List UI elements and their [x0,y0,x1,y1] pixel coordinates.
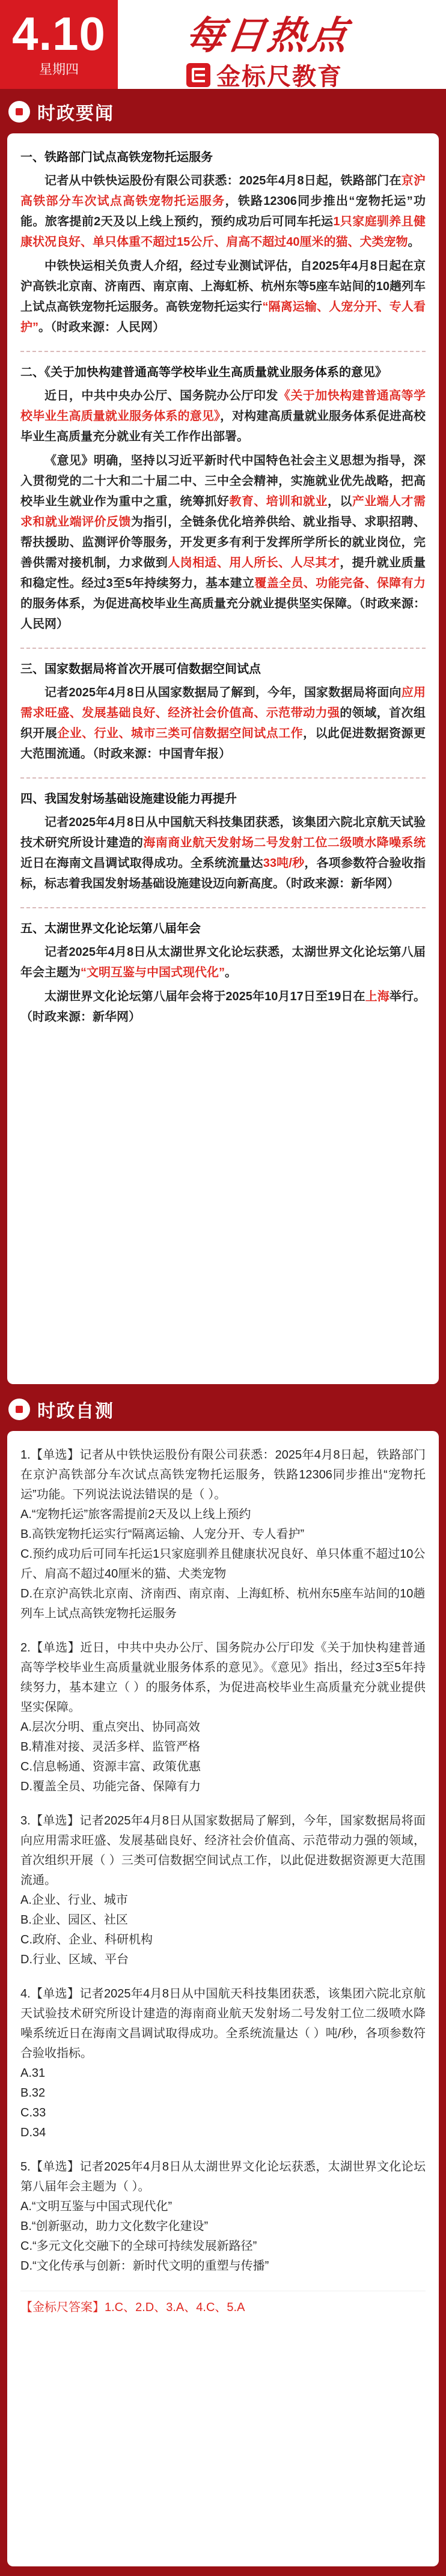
quiz-question [20,1638,426,1797]
question-option: A.企业、行业、城市 [20,1894,128,1907]
question-option: B.32 [20,2086,46,2100]
divider [20,351,426,352]
question-option: D.34 [20,2126,46,2139]
highlight-text: “隔离运输、人宠分开、专人看护” [20,300,426,334]
question-option: D.在京沪高铁北京南、济南西、南京南、上海虹桥、杭州东5座车站间的10趟列车上试点高铁宠物托运服务 [20,1587,426,1620]
quiz-section-title [0,1394,114,1425]
question-option: D.“文化传承与创新：新时代文明的重塑与传播” [20,2259,269,2273]
news-item [20,660,426,764]
body-text: 记者2025年4月8日从太湖世界文化论坛获悉，太湖世界文化论坛第八届年会主题为 [20,946,426,979]
brand-title-text: 每日热点 [182,13,353,58]
quiz-question [20,1984,426,2143]
question-stem: 2.【单选】近日，中共中央办公厅、国务院办公厅印发《关于加快构建普通高等学校毕业生高质量就业服务体系的意见》。《意见》指出，经过3至5年持续努力，基本建立（ ）的服务体系，为促进高校毕业生高质量充分就业提供坚实保障。 [20,1641,426,1714]
highlight-text: 应用需求旺盛、发展基础良好、经济社会价值高、示范带动力强 [20,686,426,720]
news-card [7,133,439,1384]
body-text: 太湖世界文化论坛第八届年会将于2025年10月17日至19日在 [44,990,365,1003]
news-item [20,148,426,338]
divider [20,648,426,649]
divider [20,907,426,908]
body-text: 。（时政来源：人民网） [38,321,165,334]
logo-icon [186,63,210,87]
question-stem: 4.【单选】记者2025年4月8日从中国航天科技集团获悉，该集团六院北京航天试验技术研究所设计建造的海南商业航天发射场二号发射工位二级喷水降噪系统近日在海南文昌调试取得成功。全系统流量达（ ）吨/秒，各项参数符合验收指标。 [20,1987,426,2060]
news-item [20,919,426,1027]
body-text: 举行。（时政来源：新华网） [20,990,426,1024]
body-text: 记者从中铁快运股份有限公司获悉：2025年4月8日起，铁路部门在 [44,174,402,187]
question-option: B.精准对接、灵活多样、监管严格 [20,1740,200,1754]
body-text: ，各项参数符合验收指标，标志着我国发射场基础设施建设迈向新高度。（时政来源：新华网） [20,857,426,890]
body-text: ，对构建高质量就业服务体系促进高校毕业生高质量充分就业有关工作作出部署。 [20,410,426,443]
section-bullet-icon [8,1399,30,1420]
question-stem: 5.【单选】记者2025年4月8日从太湖世界文化论坛获悉，太湖世界文化论坛第八届年会主题为（ ）。 [20,2160,426,2193]
highlight-text: 1只家庭驯养且健康状况良好、单只体重不超过15公斤、肩高不超过40厘米的猫、犬类宠物 [20,215,426,249]
body-text: 记者2025年4月8日从国家数据局了解到，今年，国家数据局将面向 [44,686,402,699]
highlight-text: “文明互鉴与中国式现代化” [81,966,225,979]
weekday-text: 星期四 [38,62,79,77]
highlight-text: 京沪高铁部分车次试点高铁宠物托运服务 [20,174,426,208]
news-paragraph [20,451,426,634]
question-option: A.31 [20,2067,46,2080]
question-option: D.行业、区域、平台 [20,1953,129,1966]
brand-logo [186,58,343,92]
question-option: C.信息畅通、资源丰富、政策优惠 [20,1760,201,1773]
highlight-text: 人岗相适、用人所长、人尽其才 [168,556,340,570]
news-item-title: 三、国家数据局将首次开展可信数据空间试点 [20,663,261,676]
question-option: A.“宠物托运”旅客需提前2天及以上线上预约 [20,1508,251,1521]
quiz-question [20,1811,426,1970]
body-text: 。 [408,235,420,249]
question-stem: 1.【单选】记者从中铁快运股份有限公司获悉：2025年4月8日起，铁路部门在京沪高铁部分车次试点高铁宠物托运服务，铁路12306同步推出“宠物托运”功能。下列说法说法错误的是（ ）。 [20,1448,426,1501]
highlight-text: 教育、培训和就业 [229,495,328,508]
quiz-section-label: 时政自测 [37,1402,114,1421]
highlight-text: 33吨/秒 [263,857,305,870]
quiz-question [20,1445,426,1624]
body-text: 近日，中共中央办公厅、国务院办公厅印发 [44,389,278,402]
news-paragraph [20,812,426,894]
body-text: 《意见》明确，坚持以习近平新时代中国特色社会主义思想为指导，深入贯彻党的二十大和二十届二中、三中全会精神，实施就业优先战略，把高校毕业生就业作为重中之重，统筹抓好 [20,454,426,508]
news-paragraph [20,171,426,252]
question-option: A.层次分明、重点突出、协同高效 [20,1721,200,1734]
divider [20,777,426,779]
question-option: C.政府、企业、科研机构 [20,1933,153,1946]
body-text: ，以此促进数据资源更大范围流通。（时政来源：中国青年报） [20,727,426,761]
highlight-text: 上海 [365,990,389,1003]
question-stem: 3.【单选】记者2025年4月8日从国家数据局了解到，今年，国家数据局将面向应用需求旺盛、发展基础良好、经济社会价值高、示范带动力强的领域，首次组织开展（ ）三类可信数据空间试点工作，以此促进数据资源更大范围流通。 [20,1814,426,1887]
question-option: A.“文明互鉴与中国式现代化” [20,2200,173,2213]
question-option: D.覆盖全员、功能完备、保障有力 [20,1780,201,1793]
question-option: C.33 [20,2106,46,2119]
brand-name: 金标尺教育 [216,64,343,90]
quiz-question [20,2157,426,2276]
news-item-title: 二、《关于加快构建普通高等学校毕业生高质量就业服务体系的意见》 [20,366,387,379]
highlight-text: 产业端人才需求和就业端评价反馈 [20,495,426,529]
question-option: B.企业、园区、社区 [20,1913,128,1927]
body-text: 记者2025年4月8日从中国航天科技集团获悉，该集团六院北京航天试验技术研究所设计建造的 [20,816,426,849]
news-paragraph [20,942,426,983]
body-text: ，铁路12306同步推出“宠物托运”功能。旅客提前2天及以上线上预约，预约成功后可同车托运 [20,195,426,228]
date-badge [0,0,118,89]
body-text: 近日在海南文昌调试取得成功。全系统流量达 [20,857,263,870]
answer-key: 【金标尺答案】1.C、2.D、3.A、4.C、5.A [20,2291,426,2316]
section-bullet-icon [8,101,30,123]
news-section-label: 时政要闻 [37,104,114,124]
question-option: B.“创新驱动，助力文化数字化建设” [20,2220,209,2233]
quiz-list [20,1445,426,2276]
brand-title [182,5,353,60]
news-paragraph [20,986,426,1027]
header [0,0,446,89]
highlight-text: 海南商业航天发射场二号发射工位二级喷水降噪系统 [143,836,426,849]
news-paragraph [20,256,426,338]
body-text: 。 [225,966,237,979]
news-paragraph [20,386,426,447]
news-item [20,789,426,894]
news-item-title: 一、铁路部门试点高铁宠物托运服务 [20,151,213,164]
highlight-text: 覆盖全员、功能完备、保障有力 [254,577,426,590]
question-option: C.“多元文化交融下的全球可持续发展新路径” [20,2240,257,2253]
news-section-title [0,96,114,127]
body-text: 的服务体系，为促进高校毕业生高质量充分就业提供坚实保障。（时政来源：人民网） [20,597,426,631]
body-text: 的领域，首次组织开展 [20,706,426,740]
question-option: C.预约成功后可同车托运1只家庭驯养且健康状况良好、单只体重不超过10公斤、肩高不超过40厘米的猫、犬类宠物 [20,1548,426,1581]
question-option: B.高铁宠物托运实行“隔离运输、人宠分开、专人看护” [20,1528,305,1541]
quiz-card [7,1431,439,2566]
body-text: 为指引，全链条优化培养供给、就业指导、求职招聘、帮扶援助、监测评价等服务，开发更多有利于发挥所学所长的就业岗位，完善供需对接机制，力求做到 [20,515,426,570]
body-text: ，以 [327,495,352,508]
body-text: ，提升就业质量和稳定性。经过3至5年持续努力，基本建立 [20,556,426,590]
highlight-text: 《关于加快构建普通高等学校毕业生高质量就业服务体系的意见》 [20,389,426,423]
news-item-title: 五、太湖世界文化论坛第八届年会 [20,922,201,935]
news-item [20,363,426,634]
news-paragraph [20,682,426,764]
date-text: 4.10 [12,7,106,60]
news-item-title: 四、我国发射场基础设施建设能力再提升 [20,792,237,806]
highlight-text: 企业、行业、城市三类可信数据空间试点工作 [57,727,304,740]
body-text: 中铁快运相关负责人介绍，经过专业测试评估，自2025年4月8日起在京沪高铁北京南、济南西、南京南、上海虹桥、杭州东等5座车站间的10趟列车上试点高铁宠物托运服务。高铁宠物托运实行 [20,260,426,314]
